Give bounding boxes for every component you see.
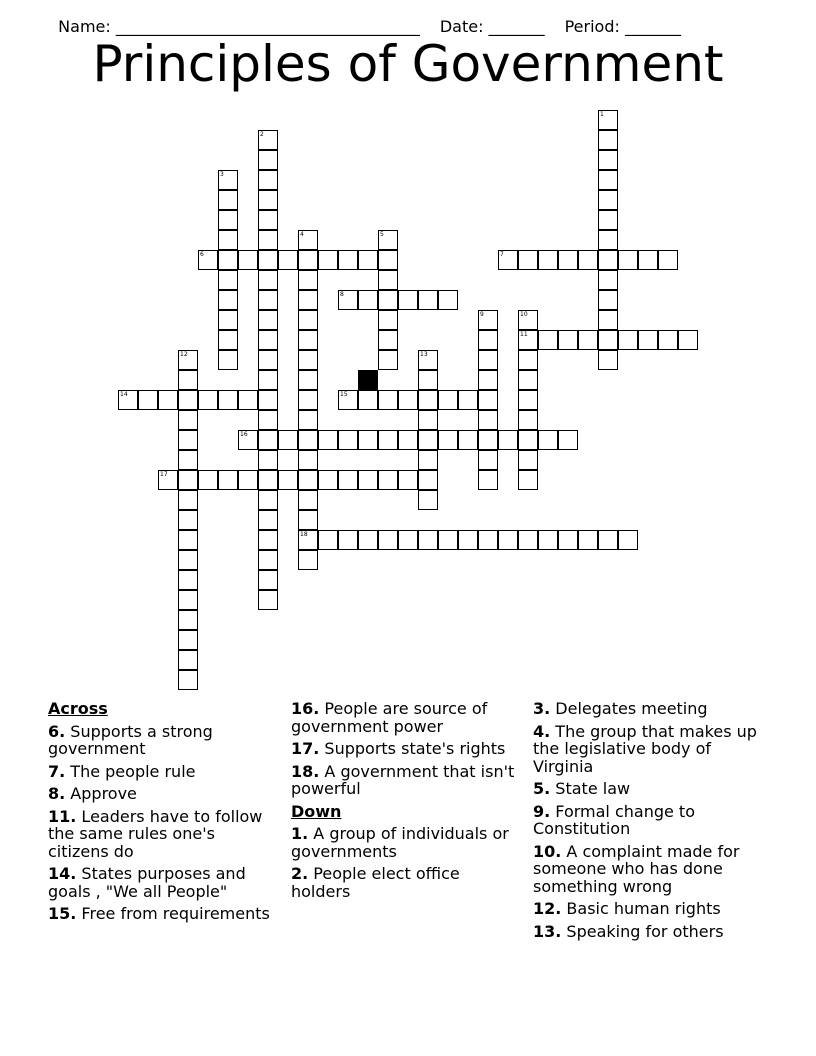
crossword-cell[interactable] [258,330,278,350]
across-clue-14: 14. States purposes and goals , "We all People" [48,864,246,901]
crossword-cell[interactable] [178,570,198,590]
crossword-cell[interactable] [378,350,398,370]
crossword-cell[interactable] [258,470,278,490]
crossword-cell[interactable] [258,210,278,230]
crossword-cell[interactable] [258,570,278,590]
crossword-cell[interactable] [198,470,218,490]
down-clue-10: 10. A complaint made for someone who has done something wrong [533,841,740,896]
crossword-cell[interactable] [418,390,438,410]
crossword-cell[interactable] [478,350,498,370]
crossword-cell[interactable] [238,390,258,410]
crossword-cell[interactable] [578,530,598,550]
crossword-cell[interactable] [258,370,278,390]
crossword-cell[interactable] [358,530,378,550]
crossword-cell[interactable] [598,150,618,170]
down-clue-5: 5. State law [533,779,631,798]
crossword-cell[interactable] [178,390,198,410]
crossword-cell[interactable] [178,650,198,670]
across-clue-8: 8. Approve [48,784,137,803]
crossword-cell[interactable] [298,390,318,410]
crossword-cell[interactable] [518,350,538,370]
crossword-cell[interactable] [218,470,238,490]
crossword-cell[interactable] [518,430,538,450]
crossword-cell[interactable] [418,530,438,550]
crossword-cell[interactable] [418,430,438,450]
date-field-label[interactable]: Date: _______ [439,17,545,36]
crossword-cell[interactable] [638,330,658,350]
clue-number: 13 [420,351,428,358]
across-clue-17: 17. Supports state's rights [291,739,506,758]
clue-number: 1 [600,111,604,118]
crossword-cell[interactable] [298,450,318,470]
crossword-cell[interactable] [298,550,318,570]
crossword-cell[interactable] [398,290,418,310]
clue-number: 3 [220,171,224,178]
crossword-cell[interactable] [658,330,678,350]
crossword-cell[interactable] [518,330,538,350]
crossword-cell[interactable] [438,530,458,550]
crossword-cell[interactable] [598,130,618,150]
crossword-cell[interactable] [418,450,438,470]
crossword-cell[interactable] [378,230,398,250]
crossword-cell[interactable] [678,330,698,350]
crossword-cell[interactable] [298,290,318,310]
crossword-cell[interactable] [478,390,498,410]
crossword-cell[interactable] [218,270,238,290]
crossword-cell[interactable] [398,470,418,490]
crossword-cell[interactable] [178,490,198,510]
crossword-cell[interactable] [218,210,238,230]
clue-number: 6 [200,251,204,258]
across-heading: Across [48,699,108,718]
clue-column-3 [533,700,765,945]
period-field-label[interactable]: Period: _______ [564,17,681,36]
crossword-cell[interactable] [378,330,398,350]
crossword-cell[interactable] [258,590,278,610]
crossword-cell[interactable] [158,470,178,490]
crossword-cell[interactable] [298,270,318,290]
crossword-cell[interactable] [398,530,418,550]
crossword-cell[interactable] [518,370,538,390]
crossword-cell[interactable] [298,490,318,510]
crossword-cell[interactable] [178,430,198,450]
crossword-cell[interactable] [478,330,498,350]
crossword-cell[interactable] [258,450,278,470]
crossword-cell[interactable] [258,170,278,190]
crossword-cell[interactable] [558,330,578,350]
down-clue-12: 12. Basic human rights [533,899,721,918]
crossword-cell[interactable] [218,310,238,330]
crossword-cell[interactable] [178,510,198,530]
crossword-cell[interactable] [258,550,278,570]
clue-number: 14 [120,391,128,398]
crossword-cell[interactable] [178,370,198,390]
crossword-cell[interactable] [598,290,618,310]
crossword-cell[interactable] [338,530,358,550]
crossword-cell[interactable] [478,530,498,550]
crossword-cell[interactable] [358,290,378,310]
crossword-cell[interactable] [338,390,358,410]
crossword-cell[interactable] [418,470,438,490]
crossword-cell[interactable] [598,170,618,190]
crossword-cell[interactable] [598,350,618,370]
crossword-cell[interactable] [258,410,278,430]
crossword-cell[interactable] [258,270,278,290]
clue-number: 16 [240,431,248,438]
crossword-cell[interactable] [198,250,218,270]
crossword-cell[interactable] [378,470,398,490]
crossword-cell[interactable] [298,350,318,370]
down-clue-13: 13. Speaking for others [533,921,724,941]
crossword-cell[interactable] [538,530,558,550]
crossword-cell[interactable] [298,430,318,450]
crossword-cell[interactable] [318,530,338,550]
crossword-cell[interactable] [498,430,518,450]
down-clue-9: 9. Formal change to Constitution [533,801,695,838]
crossword-cell[interactable] [538,330,558,350]
crossword-cell[interactable] [338,430,358,450]
crossword-cell[interactable] [178,630,198,650]
crossword-cell[interactable] [498,530,518,550]
crossword-cell[interactable] [358,250,378,270]
clue-number: 17 [160,471,168,478]
crossword-cell[interactable] [178,470,198,490]
crossword-cell[interactable] [598,190,618,210]
crossword-cell[interactable] [598,210,618,230]
crossword-cell[interactable] [558,430,578,450]
crossword-cell[interactable] [338,250,358,270]
crossword-cell[interactable] [298,410,318,430]
down-clue-4: 4. The group that makes up the legislative body of Virginia [533,721,757,776]
crossword-cell[interactable] [518,410,538,430]
crossword-cell[interactable] [398,430,418,450]
down-heading: Down [291,801,342,821]
crossword-cell[interactable] [318,250,338,270]
crossword-cell[interactable] [158,390,178,410]
crossword-cell[interactable] [378,430,398,450]
crossword-cell[interactable] [598,230,618,250]
down-clue-2: 2. People elect office holders [291,864,460,901]
across-clue-11: 11. Leaders have to follow the same rules one's citizens do [48,806,263,861]
across-clue-18: 18. A government that isn't powerful [291,761,515,798]
crossword-cell[interactable] [298,330,318,350]
crossword-cell[interactable] [578,250,598,270]
crossword-cell[interactable] [278,470,298,490]
crossword-cell[interactable] [418,370,438,390]
crossword-cell[interactable] [518,530,538,550]
crossword-cell[interactable] [538,430,558,450]
crossword-cell[interactable] [618,330,638,350]
down-clue-3: 3. Delegates meeting [533,699,708,718]
crossword-cell[interactable] [498,250,518,270]
crossword-cell[interactable] [318,430,338,450]
crossword-cell[interactable] [338,470,358,490]
crossword-cell[interactable] [258,130,278,150]
crossword-cell[interactable] [298,230,318,250]
crossword-cell[interactable] [178,410,198,430]
crossword-cell[interactable] [478,450,498,470]
crossword-cell[interactable] [258,510,278,530]
crossword-cell[interactable] [258,390,278,410]
crossword-cell[interactable] [378,390,398,410]
crossword-cell[interactable] [618,250,638,270]
clue-number: 11 [520,331,528,338]
crossword-cell[interactable] [178,610,198,630]
crossword-cell[interactable] [218,330,238,350]
crossword-cell[interactable] [618,530,638,550]
crossword-cell[interactable] [438,390,458,410]
crossword-cell[interactable] [398,390,418,410]
crossword-cell[interactable] [298,250,318,270]
crossword-cell[interactable] [378,530,398,550]
crossword-cell[interactable] [378,250,398,270]
crossword-cell[interactable] [378,290,398,310]
crossword-cell[interactable] [298,310,318,330]
down-clue-1: 1. A group of individuals or governments [291,824,509,861]
clue-number: 8 [340,291,344,298]
clue-column-2 [291,700,523,905]
crossword-cell[interactable] [438,430,458,450]
crossword-cell[interactable] [358,430,378,450]
clue-number: 10 [520,311,528,318]
crossword-cell[interactable] [358,390,378,410]
crossword-cell[interactable] [638,250,658,270]
clue-number: 15 [340,391,348,398]
crossword-cell[interactable] [218,230,238,250]
crossword-cell[interactable] [258,290,278,310]
clue-number: 7 [500,251,504,258]
crossword-cell[interactable] [298,530,318,550]
crossword-cell[interactable] [438,290,458,310]
crossword-cell[interactable] [418,410,438,430]
crossword-cell[interactable] [558,530,578,550]
crossword-cell[interactable] [338,290,358,310]
crossword-cell[interactable] [478,430,498,450]
crossword-cell[interactable] [238,250,258,270]
crossword-cell[interactable] [418,490,438,510]
crossword-cell[interactable] [318,470,338,490]
across-clue-7: 7. The people rule [48,761,196,781]
crossword-cell[interactable] [538,250,558,270]
crossword-cell[interactable] [478,370,498,390]
crossword-cell[interactable] [178,450,198,470]
crossword-cell[interactable] [178,530,198,550]
crossword-cell[interactable] [298,470,318,490]
crossword-cell[interactable] [418,350,438,370]
crossword-cell[interactable] [278,430,298,450]
crossword-cell[interactable] [458,530,478,550]
clue-number: 2 [260,131,264,138]
crossword-cell[interactable] [258,230,278,250]
crossword-cell[interactable] [258,350,278,370]
crossword-cell[interactable] [118,390,138,410]
clue-number: 9 [480,311,484,318]
crossword-cell[interactable] [378,270,398,290]
crossword-cell[interactable] [178,590,198,610]
crossword-blocked-cell [358,370,378,390]
crossword-cell[interactable] [258,430,278,450]
clue-number: 5 [380,231,384,238]
crossword-cell[interactable] [478,410,498,430]
crossword-cell[interactable] [558,250,578,270]
crossword-cell[interactable] [258,530,278,550]
crossword-cell[interactable] [258,310,278,330]
name-field-label[interactable]: Name: ______________________________________ [58,17,420,36]
across-clue-15: 15. Free from requirements [48,904,270,923]
crossword-cell[interactable] [478,310,498,330]
crossword-cell[interactable] [258,190,278,210]
clue-number: 12 [180,351,188,358]
crossword-cell[interactable] [278,250,298,270]
crossword-cell[interactable] [298,370,318,390]
crossword-cell[interactable] [458,430,478,450]
crossword-cell[interactable] [598,530,618,550]
crossword-cell[interactable] [458,390,478,410]
crossword-cell[interactable] [218,350,238,370]
crossword-cell[interactable] [598,330,618,350]
crossword-cell[interactable] [258,250,278,270]
clue-column-1 [48,700,280,928]
crossword-cell[interactable] [178,670,198,690]
crossword-cell[interactable] [218,250,238,270]
crossword-cell[interactable] [518,310,538,330]
crossword-cell[interactable] [518,470,538,490]
crossword-cell[interactable] [518,250,538,270]
crossword-cell[interactable] [178,550,198,570]
crossword-cell[interactable] [238,430,258,450]
crossword-cell[interactable] [598,310,618,330]
crossword-cell[interactable] [178,350,198,370]
across-clue-6: 6. Supports a strong government [48,721,213,758]
clue-number: 18 [300,531,308,538]
crossword-cell[interactable] [478,470,498,490]
crossword-cell[interactable] [258,490,278,510]
page-title: Principles of Government [92,35,724,93]
crossword-cell[interactable] [378,310,398,330]
crossword-cell[interactable] [598,250,618,270]
crossword-cell[interactable] [358,470,378,490]
crossword-cell[interactable] [658,250,678,270]
crossword-cell[interactable] [218,390,238,410]
crossword-cell[interactable] [298,510,318,530]
crossword-cell[interactable] [518,450,538,470]
crossword-cell[interactable] [138,390,158,410]
crossword-cell[interactable] [218,290,238,310]
crossword-cell[interactable] [198,390,218,410]
crossword-cell[interactable] [518,390,538,410]
crossword-cell[interactable] [578,330,598,350]
crossword-cell[interactable] [598,270,618,290]
crossword-cell[interactable] [598,110,618,130]
crossword-cell[interactable] [218,190,238,210]
across-clue-16: 16. People are source of government power [291,699,488,736]
crossword-cell[interactable] [238,470,258,490]
crossword-cell[interactable] [218,170,238,190]
crossword-cell[interactable] [258,150,278,170]
clue-number: 4 [300,231,304,238]
crossword-cell[interactable] [418,290,438,310]
